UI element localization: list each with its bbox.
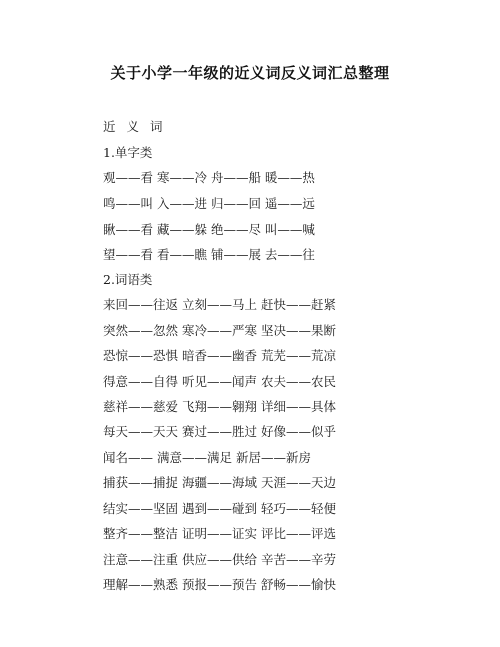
word-pair-line: 鸣——叫 入——进 归——回 遥——远 — [103, 196, 315, 211]
word-pair-line: 突然——忽然 寒冷——严寒 坚决——果断 — [103, 323, 336, 338]
word-pair-line: 每天——天天 赛过——胜过 好像——似乎 — [103, 424, 336, 439]
word-pair-line: 捕获——捕捉 海疆——海域 天涯——天边 — [103, 475, 336, 490]
word-pair-line: 来回——往返 立刻——马上 赶快——赶紧 — [103, 297, 336, 312]
page-title: 关于小学一年级的近义词反义词汇总整理 — [110, 64, 390, 82]
word-pair-line: 观——看 寒——冷 舟——船 暖——热 — [103, 170, 315, 185]
word-pair-line: 理解——熟悉 预报——预告 舒畅——愉快 — [103, 577, 336, 592]
word-pair-line: 整齐——整洁 证明——证实 评比——评选 — [103, 526, 336, 541]
word-pair-line: 望——看 看——瞧 铺——展 去——往 — [103, 247, 315, 262]
word-pair-line: 结实——坚固 遇到——碰到 轻巧——轻便 — [103, 501, 336, 516]
word-pair-line: 闻名—— 满意——满足 新居——新房 — [103, 450, 311, 465]
word-pair-line: 慈祥——慈爱 飞翔——翱翔 详细——具体 — [103, 399, 336, 414]
subsection-label-phrases: 2.词语类 — [103, 272, 153, 287]
section-heading-synonyms: 近义词 — [103, 119, 174, 134]
word-pair-line: 注意——注重 供应——供给 辛苦——辛劳 — [103, 552, 336, 567]
subsection-label-single-char: 1.单字类 — [103, 145, 153, 160]
word-pair-line: 得意——自得 听见——闻声 农夫——农民 — [103, 374, 336, 389]
word-pair-line: 恐惊——恐惧 暗香——幽香 荒芜——荒凉 — [103, 348, 336, 363]
word-pair-line: 瞅——看 藏——躲 绝——尽 叫——喊 — [103, 222, 315, 237]
